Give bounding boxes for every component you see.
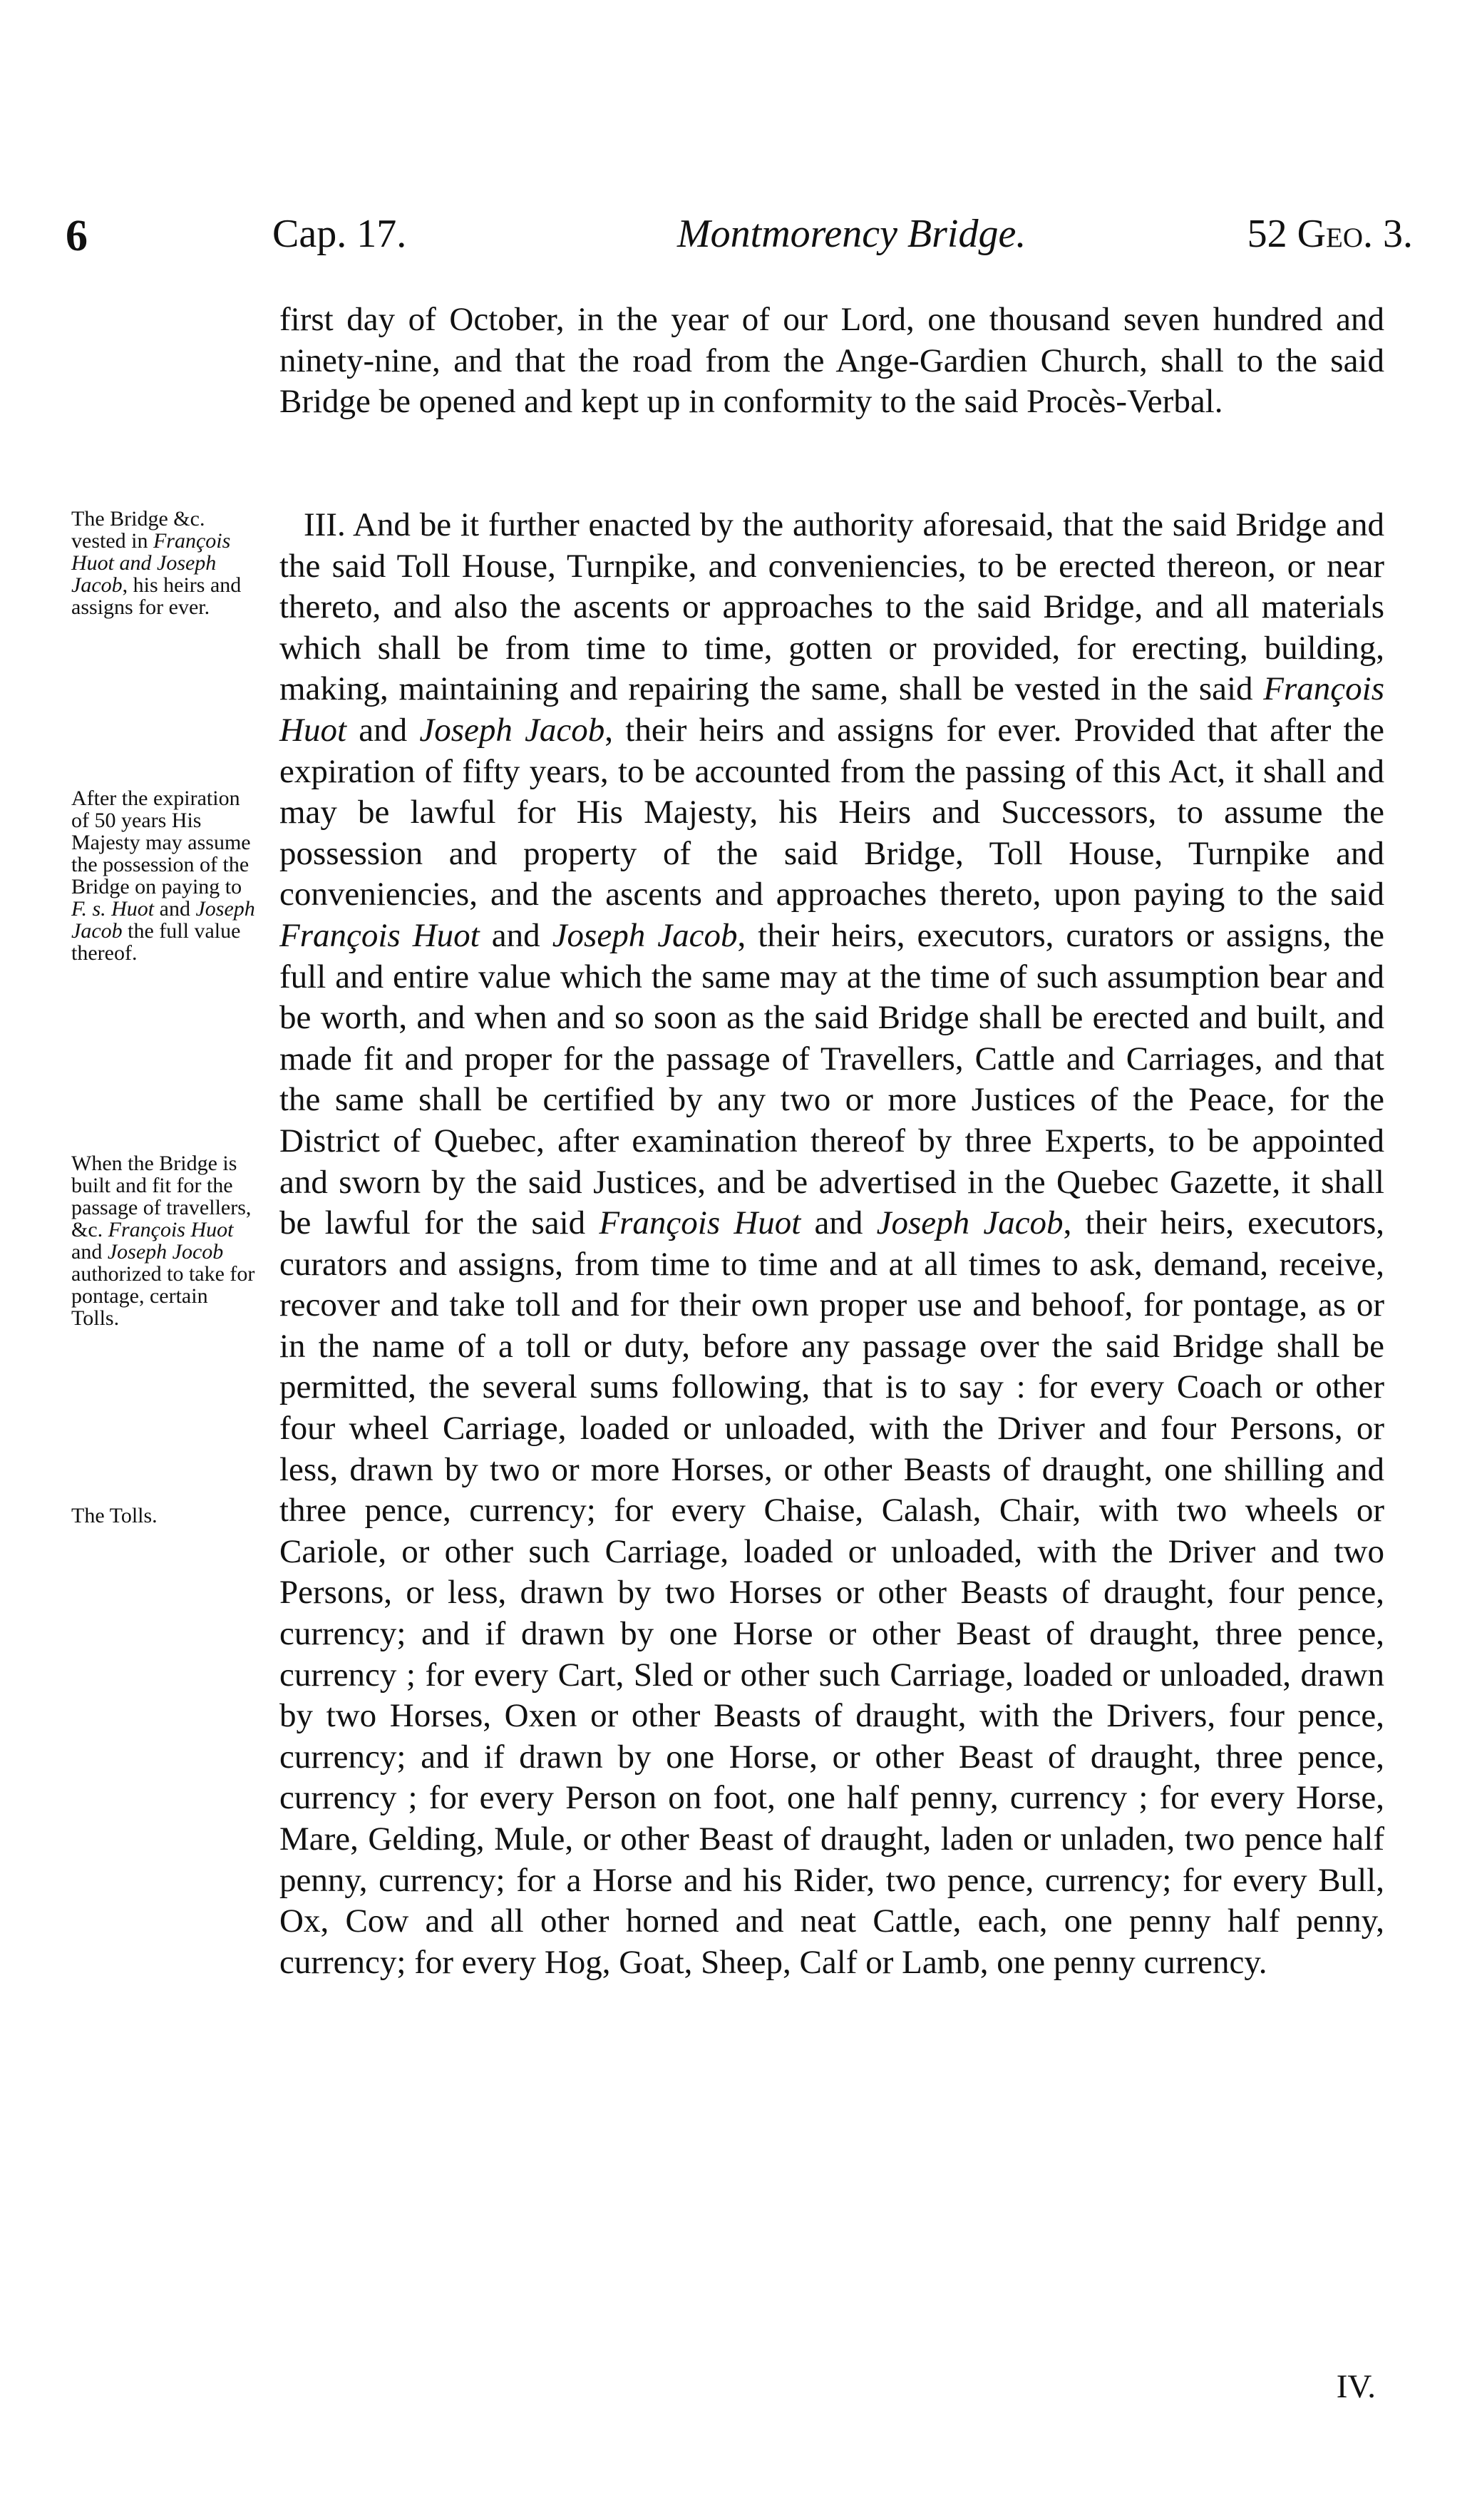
name-huot: François Huot [279,916,480,954]
section-3-text: , their heirs, executors, curators and assigns, from time to time and at all times to ask, demand, receive, recover and take toll and for their own proper use and behoof, for pontage, as or in the name of a toll or duty, before any passage over the said Bridge shall be permitted, the several sums following, that is to say : for every Coach or other four wheel Carriage, loaded or unloaded, with the Driver and four Persons, or less, drawn by two or more Horses, or other Beasts of draught, one shilling and three pence, currency; for every Chaise, Calash, Chair, with two wheels or Cariole, or other such Carriage, loaded or unloaded, with the Driver and two Persons, or less, drawn by two Horses or other Beasts of draught, four pence, currency; and if drawn by one Horse or other Beast of draught, three pence, currency ; for every Cart, Sled or other such Carriage, loaded or unloaded, drawn by two Horses, Oxen or other Beasts of draught, with the Drivers, four pence, currency; and if drawn by one Horse, or other Beast of draught, three pence, currency ; for every Person on foot, one half penny, currency ; for every Horse, Mare, Gelding, Mule, or other Beast of draught, laden or unladen, two pence half penny, currency; for a Horse and his Rider, two pence, currency; for every Bull, Ox, Cow and all other horned and neat Cattle, each, one penny half penny, currency; for every Hog, Goat, Sheep, Calf or Lamb, one penny currency. [279,1204,1385,1981]
section-3-text: and [346,711,420,749]
margin-note-names: François Huot [108,1218,234,1241]
chapter-label: Cap. 17. [272,212,407,256]
section-3-text: , their heirs, executors, curators or assigns, the full and entire value which the same may at the time of such assumption bear and be worth, and when and so soon as the said Bridge shall be erected and built, and made fit and proper for the passage of Travellers, Cattle and Carriages, and that the same shall be certified by any two or more Justices of the Peace, for the District of Quebec, after examination thereof by three Experts, to be appointed and sworn by the said Justices, and be advertised in the Quebec Gazette, it shall be lawful for the said [279,916,1385,1242]
margin-note-text: , his heirs and assigns for ever. [71,573,242,619]
catchword: IV. [1336,2368,1376,2405]
margin-note-text: authorized to take for pontage, certain Tolls. [71,1262,255,1330]
margin-note-text: After the expiration of 50 years His Majesty may assume the possession of the Bridge on paying to [71,787,251,898]
margin-note-names: François Huot and Joseph Jacob [71,529,231,597]
running-title: Montmorency Bridge. [677,212,1026,256]
continuation-paragraph: first day of October, in the year of our Lord, one thousand seven hundred and ninety-nine, and that the road from the Ange-Gardien Church, shall to the said Bridge be opened and kept up in conformity to the said Procès-Verbal. [279,301,1384,421]
section-3-text: and [479,916,552,954]
section-3-paragraph [279,505,1384,1983]
margin-note-names: Joseph Jocob [107,1240,224,1264]
margin-note-the-tolls: The Tolls. [71,1504,158,1527]
margin-note-text: and [154,897,196,921]
margin-note-names: Joseph Jacob [71,897,255,943]
margin-note-assumption [71,787,255,964]
name-huot: François Huot [279,670,1384,749]
regnal-year: 52 Geo. 3. [1247,212,1413,256]
section-3-text: and [801,1204,877,1242]
margin-note-text: and [71,1240,108,1264]
page-number: 6 [66,212,88,260]
margin-note-names: F. s. Huot [71,897,155,921]
name-jacob: Joseph Jacob [419,711,605,749]
margin-note-tolls-authorized [71,1152,255,1329]
margin-note-text: The Bridge &c. vested in [71,507,205,553]
margin-note-vesting [71,508,255,618]
section-3-text: III. And be it further enacted by the authority aforesaid, that the said Bridge and the said Toll House, Turnpike, and conveniencies, to be erected thereon, or near thereto, and also the ascents or approaches to the said Bridge, and all materials which shall be from time to time, gotten or provided, for erecting, building, making, maintaining and repairing the same, shall be vested in the said [279,506,1384,708]
name-jacob: Joseph Jacob [876,1204,1064,1242]
name-huot: François Huot [599,1204,801,1242]
name-jacob: Joseph Jacob [552,916,738,954]
section-3-text: , their heirs and assigns for ever. Provided that after the expiration of fifty years, to be accounted from the passing of this Act, it shall and may be lawful for His Majesty, his Heirs and Successors, to assume the possession and property of the said Bridge, Toll House, Turnpike and conveniencies, and the ascents and approaches thereto, upon paying to the said [279,711,1384,913]
margin-note-text: When the Bridge is built and fit for the passage of travellers, &c. [71,1152,252,1241]
margin-note-text: the full value thereof. [71,919,241,965]
running-header [66,211,1413,261]
